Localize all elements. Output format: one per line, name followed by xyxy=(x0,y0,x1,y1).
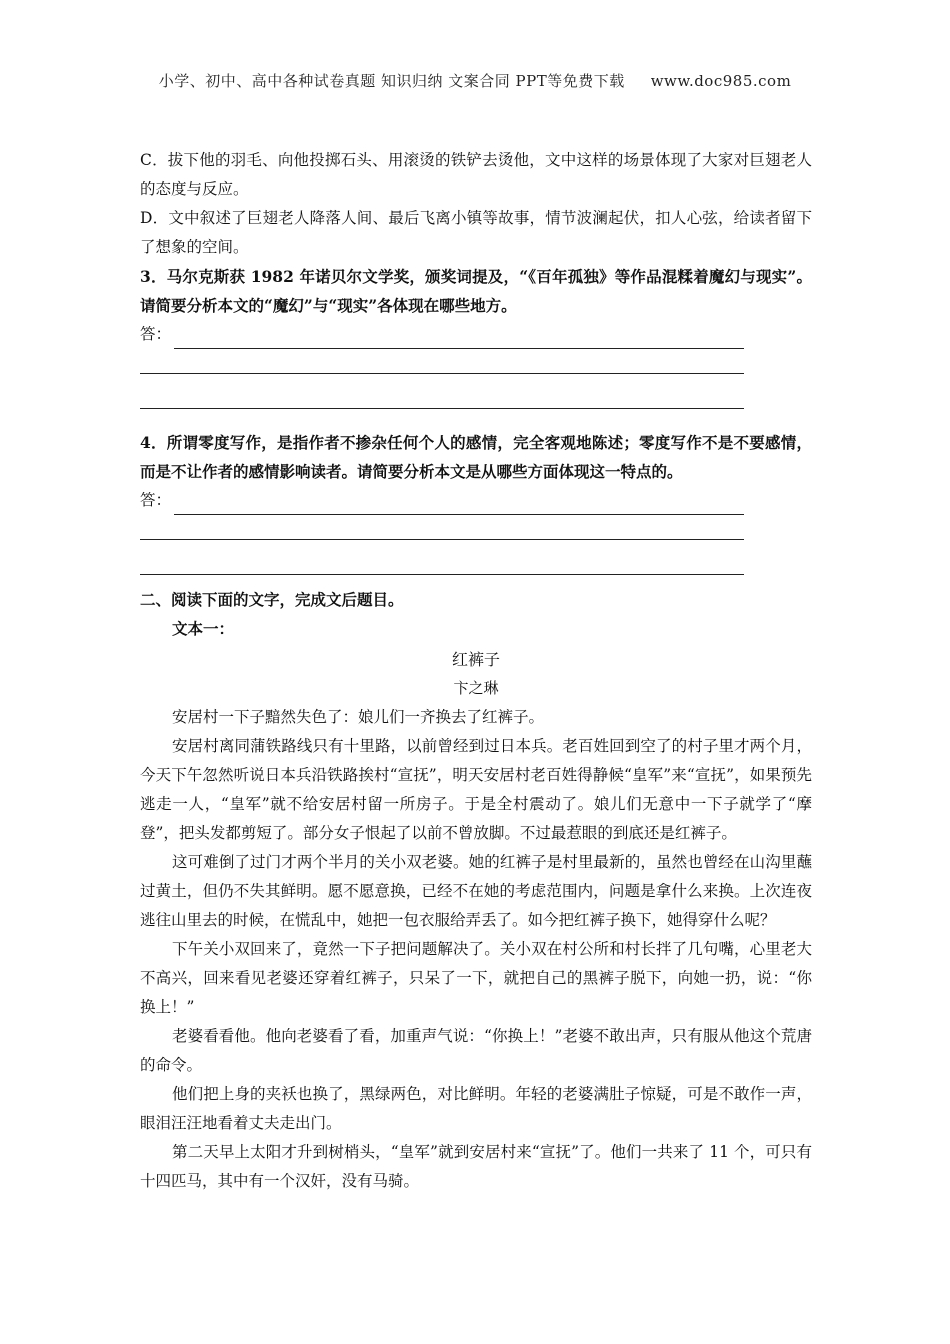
answer-label: 答： xyxy=(140,491,172,509)
answer-area-3 xyxy=(140,320,812,349)
answer-blank-line xyxy=(140,521,812,550)
question-4: 4．所谓零度写作，是指作者不掺杂任何个人的感情，完全客观地陈述；零度写作不是不要感情，而是不让作者的感情影响读者。请简要分析本文是从哪些方面体现这一特点的。 xyxy=(140,433,812,481)
story-paragraph: 第二天早上太阳才升到树梢头，“皇军”就到安居村来“宣抚”了。他们一共来了 11 个，可只有十四匹马，其中有一个汉奸，没有马骑。 xyxy=(140,1143,812,1190)
answer-area-4 xyxy=(140,486,812,515)
text-label: 文本一： xyxy=(172,619,235,638)
question-3: 3．马尔克斯获 1982 年诺贝尔文学奖，颁奖词提及，“《百年孤独》等作品混糅着魔幻与现实”。请简要分析本文的“魔幻”与“现实”各体现在哪些地方。 xyxy=(140,267,812,315)
story-author: 卞之琳 xyxy=(453,679,499,697)
story-title: 红裤子 xyxy=(451,650,500,669)
story-paragraph: 安居村一下子黯然失色了：娘儿们一齐换去了红裤子。 xyxy=(172,708,545,726)
story-paragraph: 安居村离同蒲铁路线只有十里路，以前曾经到过日本兵。老百姓回到空了的村子里才两个月，今天下午忽然听说日本兵沿铁路挨村“宣抚”，明天安居村老百姓得静候“皇军”来“宣抚”，如果预先逃走一人，“皇军”就不给安居村留一所房子。于是全村震动了。娘儿们无意中一下子就学了“摩登”，把头发都剪短了。部分女子恨起了以前不曾放脚。不过最惹眼的到底还是红裤子。 xyxy=(140,737,812,842)
header-slogan: 小学、初中、高中各种试卷真题 知识归纳 文案合同 PPT等免费下载 xyxy=(158,72,625,90)
story-paragraph: 老婆看看他。他向老婆看了看，加重声气说：“你换上！”老婆不敢出声，只有服从他这个荒唐的命令。 xyxy=(140,1027,812,1074)
option-c: C．拔下他的羽毛、向他投掷石头、用滚烫的铁铲去烫他，文中这样的场景体现了大家对巨翅老人的态度与反应。 xyxy=(140,151,812,198)
header-site: www.doc985.com xyxy=(650,72,792,90)
answer-blank-line xyxy=(140,556,812,585)
answer-blank-line xyxy=(140,390,812,419)
answer-line xyxy=(174,330,744,349)
story-paragraph: 下午关小双回来了，竟然一下子把问题解决了。关小双在村公所和村长拌了几句嘴，心里老大不高兴，回来看见老婆还穿着红裤子，只呆了一下，就把自己的黑裤子脱下，向她一扔，说：“你换上！” xyxy=(140,940,812,1016)
story-paragraph: 这可难倒了过门才两个半月的关小双老婆。她的红裤子是村里最新的，虽然也曾经在山沟里蘸过黄土，但仍不失其鲜明。愿不愿意换，已经不在她的考虑范围内，问题是拿什么来换。上次连夜逃往山里去的时候，在慌乱中，她把一包衣服给弄丢了。如今把红裤子换下，她得穿什么呢？ xyxy=(140,853,812,929)
answer-label: 答： xyxy=(140,325,172,343)
answer-blank-line xyxy=(140,355,812,384)
option-d: D．文中叙述了巨翅老人降落人间、最后飞离小镇等故事，情节波澜起伏，扣人心弦，给读者留下了想象的空间。 xyxy=(140,209,812,256)
section-heading: 二、阅读下面的文字，完成文后题目。 xyxy=(140,590,404,609)
answer-line xyxy=(174,496,744,515)
page-header xyxy=(0,70,950,91)
story-paragraph: 他们把上身的夹袄也换了，黑绿两色，对比鲜明。年轻的老婆满肚子惊疑，可是不敢作一声，眼泪汪汪地看着丈夫走出门。 xyxy=(140,1085,812,1132)
document-body xyxy=(140,146,812,1196)
